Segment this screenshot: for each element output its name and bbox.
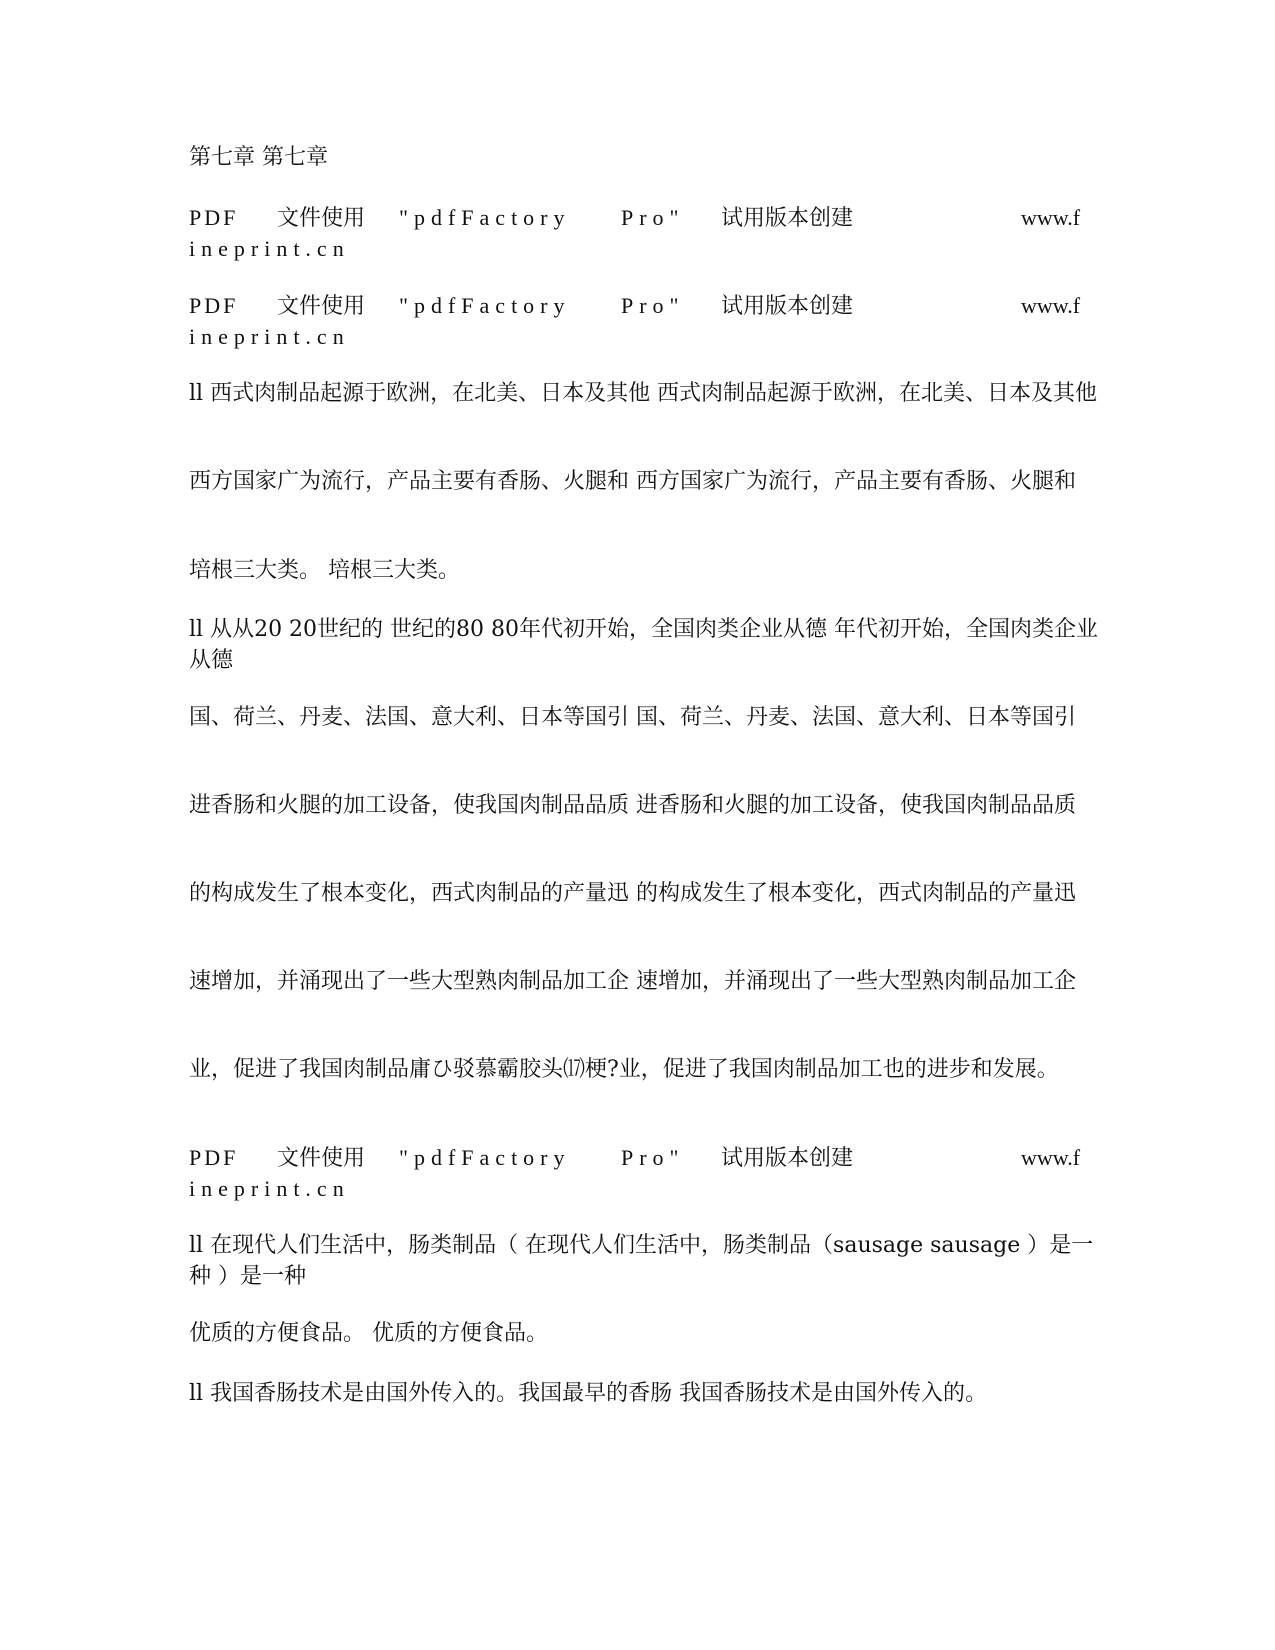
body-paragraph: ll 在现代人们生活中，肠类制品（ 在现代人们生活中，肠类制品（sausage sausage ）是一种 ）是一种 [189, 1233, 1094, 1289]
watermark-trial: 试用版本创建 [721, 205, 854, 230]
body-paragraph: 西方国家广为流行，产品主要有香肠、火腿和 西方国家广为流行，产品主要有香肠、火腿和 [189, 469, 1076, 494]
watermark-usage: 文件使用 [277, 205, 366, 230]
watermark-pro: Pro" [621, 293, 685, 318]
watermark-product: "pdfFactory [399, 205, 571, 230]
watermark-product: "pdfFactory [399, 293, 571, 318]
watermark-line [189, 1142, 1099, 1204]
body-paragraph: ll 从从20 20世纪的 世纪的80 80年代初开始，全国肉类企业从德 年代初开始，全国肉类企业从德 [189, 617, 1099, 673]
body-paragraph: 进香肠和火腿的加工设备，使我国肉制品品质 进香肠和火腿的加工设备，使我国肉制品品质 [189, 793, 1076, 818]
watermark-url-part2: ineprint.cn [189, 324, 350, 349]
body-paragraph: 的构成发生了根本变化，西式肉制品的产量迅 的构成发生了根本变化，西式肉制品的产量迅 [189, 881, 1076, 906]
body-paragraph: ll 我国香肠技术是由国外传入的。我国最早的香肠 我国香肠技术是由国外传入的。 [189, 1381, 988, 1406]
watermark-usage: 文件使用 [277, 1145, 366, 1170]
watermark-line [189, 290, 1099, 352]
watermark-pro: Pro" [621, 1145, 685, 1170]
body-paragraph: 业，促进了我国肉制品庸ひ驳慕霸胶头⒄梗?业，促进了我国肉制品加工也的进步和发展。 [189, 1057, 1059, 1082]
body-paragraph: 优质的方便食品。 优质的方便食品。 [189, 1321, 548, 1346]
body-paragraph: 速增加，并涌现出了一些大型熟肉制品加工企 速增加，并涌现出了一些大型熟肉制品加工企 [189, 969, 1076, 994]
watermark-trial: 试用版本创建 [721, 293, 854, 318]
watermark-url-part1: www.f [1021, 1145, 1081, 1170]
body-paragraph: 国、荷兰、丹麦、法国、意大利、日本等国引 国、荷兰、丹麦、法国、意大利、日本等国引 [189, 705, 1076, 730]
watermark-url-part1: www.f [1021, 205, 1081, 230]
watermark-pdf: PDF [189, 205, 239, 230]
body-paragraph: ll 西式肉制品起源于欧洲，在北美、日本及其他 西式肉制品起源于欧洲，在北美、日本及其他 [189, 381, 1098, 406]
body-paragraph: 培根三大类。 培根三大类。 [189, 558, 460, 583]
watermark-url-part1: www.f [1021, 293, 1081, 318]
watermark-usage: 文件使用 [277, 293, 366, 318]
watermark-pdf: PDF [189, 293, 239, 318]
chapter-heading: 第七章 第七章 [189, 145, 328, 170]
watermark-trial: 试用版本创建 [721, 1145, 854, 1170]
watermark-url-part2: ineprint.cn [189, 1176, 350, 1201]
watermark-pro: Pro" [621, 205, 685, 230]
watermark-pdf: PDF [189, 1145, 239, 1170]
watermark-line [189, 202, 1099, 264]
watermark-url-part2: ineprint.cn [189, 236, 350, 261]
watermark-product: "pdfFactory [399, 1145, 571, 1170]
